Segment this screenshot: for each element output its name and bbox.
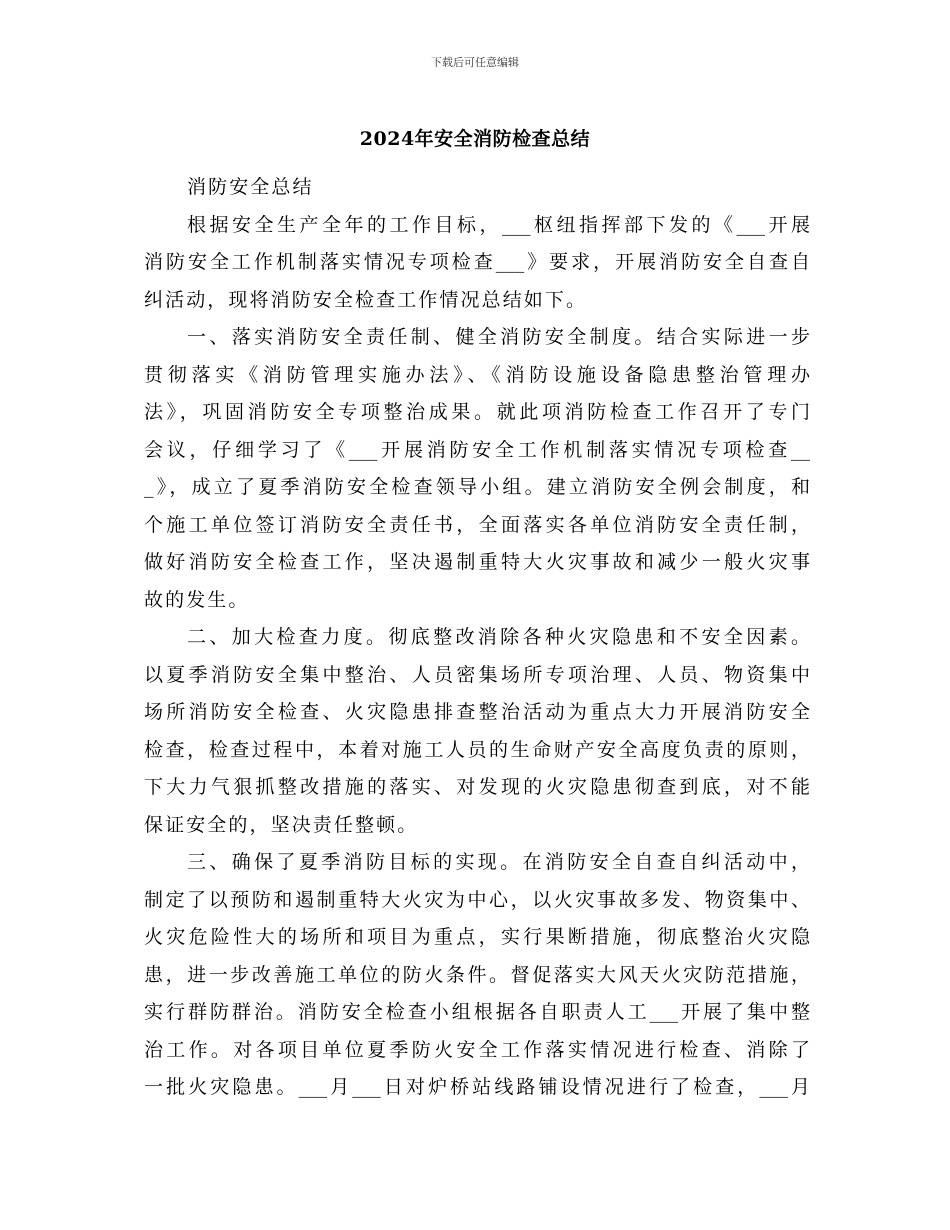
page-header-note: 下载后可任意编辑 [431,56,519,69]
body-text-line: 做好消防安全检查工作，坚决遏制重特大火灾事故和减少一般火灾事 [144,551,810,573]
body-text-line: 一、落实消防安全责任制、健全消防安全制度。结合实际进一步 [187,326,810,348]
body-text-line: 一批火灾隐患。___月___日对炉桥站线路铺设情况进行了检查，___月 [144,1076,810,1098]
body-text-line: 法》，巩固消防安全专项整治成果。就此项消防检查工作召开了专门 [144,401,810,423]
body-text-line: 故的发生。 [144,588,250,611]
body-text-line: 纠活动，现将消防安全检查工作情况总结如下。 [144,288,588,311]
body-text-line: 实行群防群治。消防安全检查小组根据各自职责人工___开展了集中整 [144,1001,810,1023]
body-text-line: 会议，仔细学习了《___开展消防安全工作机制落实情况专项检查__ [144,438,810,461]
body-text-line: 三、确保了夏季消防目标的实现。在消防安全自查自纠活动中， [187,851,810,873]
document-body [144,169,810,1107]
body-text-line: 个施工单位签订消防安全责任书，全面落实各单位消防安全责任制， [144,513,810,536]
body-text-line: 二、加大检查力度。彻底整改消除各种火灾隐患和不安全因素。 [187,626,810,648]
body-text-line: 下大力气狠抓整改措施的落实、对发现的火灾隐患彻查到底，对不能 [144,776,810,798]
body-text-line: 贯彻落实《消防管理实施办法》、《消防设施设备隐患整治管理办 [144,363,810,386]
body-text-line: 消防安全总结 [187,176,314,198]
body-text-line: 保证安全的，坚决责任整顿。 [144,813,419,836]
document-title: 2024年安全消防检查总结 [359,128,591,150]
body-text-line: 场所消防安全检查、火灾隐患排查整治活动为重点大力开展消防安全 [144,701,810,723]
body-text-line: 以夏季消防安全集中整治、人员密集场所专项治理、人员、物资集中 [144,663,810,686]
body-text-line: 根据安全生产全年的工作目标，___枢纽指挥部下发的《___开展 [187,213,810,236]
body-text-line: 患，进一步改善施工单位的防火条件。督促落实大风天火灾防范措施， [144,963,810,986]
body-text-line: 制定了以预防和遏制重特大火灾为中心，以火灾事故多发、物资集中、 [144,888,810,911]
body-text-line: 检查，检查过程中，本着对施工人员的生命财产安全高度负责的原则， [144,738,810,761]
body-text-line: 火灾危险性大的场所和项目为重点，实行果断措施，彻底整治火灾隐 [144,926,810,948]
body-text-line: 消防安全工作机制落实情况专项检查___》要求，开展消防安全自查自 [144,251,810,273]
body-text-line: 治工作。对各项目单位夏季防火安全工作落实情况进行检查、消除了 [144,1038,810,1061]
body-text-line: _》，成立了夏季消防安全检查领导小组。建立消防安全例会制度，和 [144,476,810,498]
